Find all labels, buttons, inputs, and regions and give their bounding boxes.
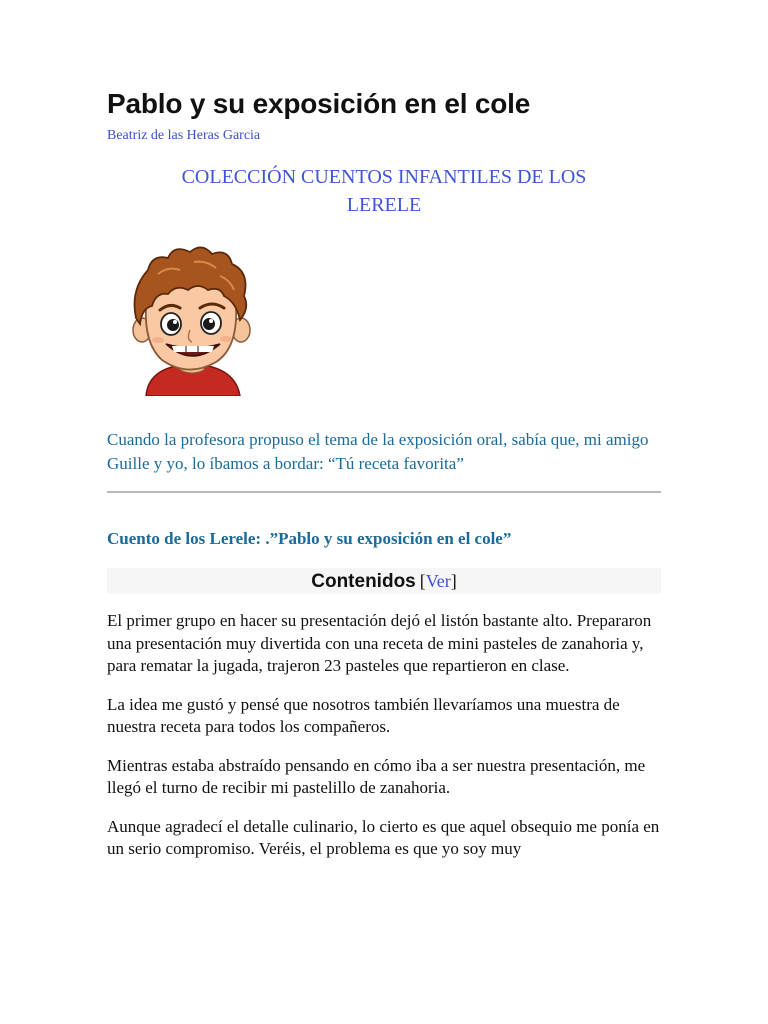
intro-paragraph: Cuando la profesora propuso el tema de la exposición oral, sabía que, mi amigo Guille y yo, lo íbamos a bordar: “Tú receta favorita”: [107, 430, 649, 473]
author-name: Beatriz de las Heras Garcia: [107, 128, 261, 143]
table-of-contents-bar: [107, 568, 661, 594]
toc-close-bracket: ]: [450, 571, 457, 591]
toc-show-link[interactable]: Ver: [425, 571, 451, 591]
document-title: Pablo y su exposición en el cole: [107, 88, 531, 119]
toc-open-bracket: [: [419, 571, 426, 591]
story-paragraph-2: La idea me gustó y pensé que nosotros también llevaríamos una muestra de nuestra receta para todos los compañeros.: [107, 694, 620, 736]
story-paragraph-3: Mientras estaba abstraído pensando en cómo iba a ser nuestra presentación, me llegó el turno de recibir mi pastelillo de zanahoria.: [107, 755, 646, 797]
toc-heading: Contenidos: [311, 571, 416, 592]
story-paragraph-4: Aunque agradecí el detalle culinario, lo cierto es que aquel obsequio me ponía en un serio compromiso. Veréis, el problema es que yo soy muy: [107, 816, 660, 858]
cartoon-boy-illustration: [128, 244, 254, 396]
collection-heading: [107, 163, 661, 219]
story-paragraph-1: El primer grupo en hacer su presentación dejó el listón bastante alto. Prepararon una presentación muy divertida con una receta de mini pasteles de zanahoria y, para rematar la jugada, trajeron 23 pasteles que repartieron en clase.: [107, 611, 652, 675]
story-body: [107, 610, 667, 877]
collection-heading-line-2: LERELE: [346, 194, 422, 216]
horizontal-divider: [107, 491, 661, 493]
toc-toggle: [420, 571, 457, 591]
story-title: Cuento de los Lerele: .”Pablo y su exposición en el cole”: [107, 529, 512, 548]
collection-heading-line-1: COLECCIÓN CUENTOS INFANTILES DE LOS: [181, 166, 587, 188]
